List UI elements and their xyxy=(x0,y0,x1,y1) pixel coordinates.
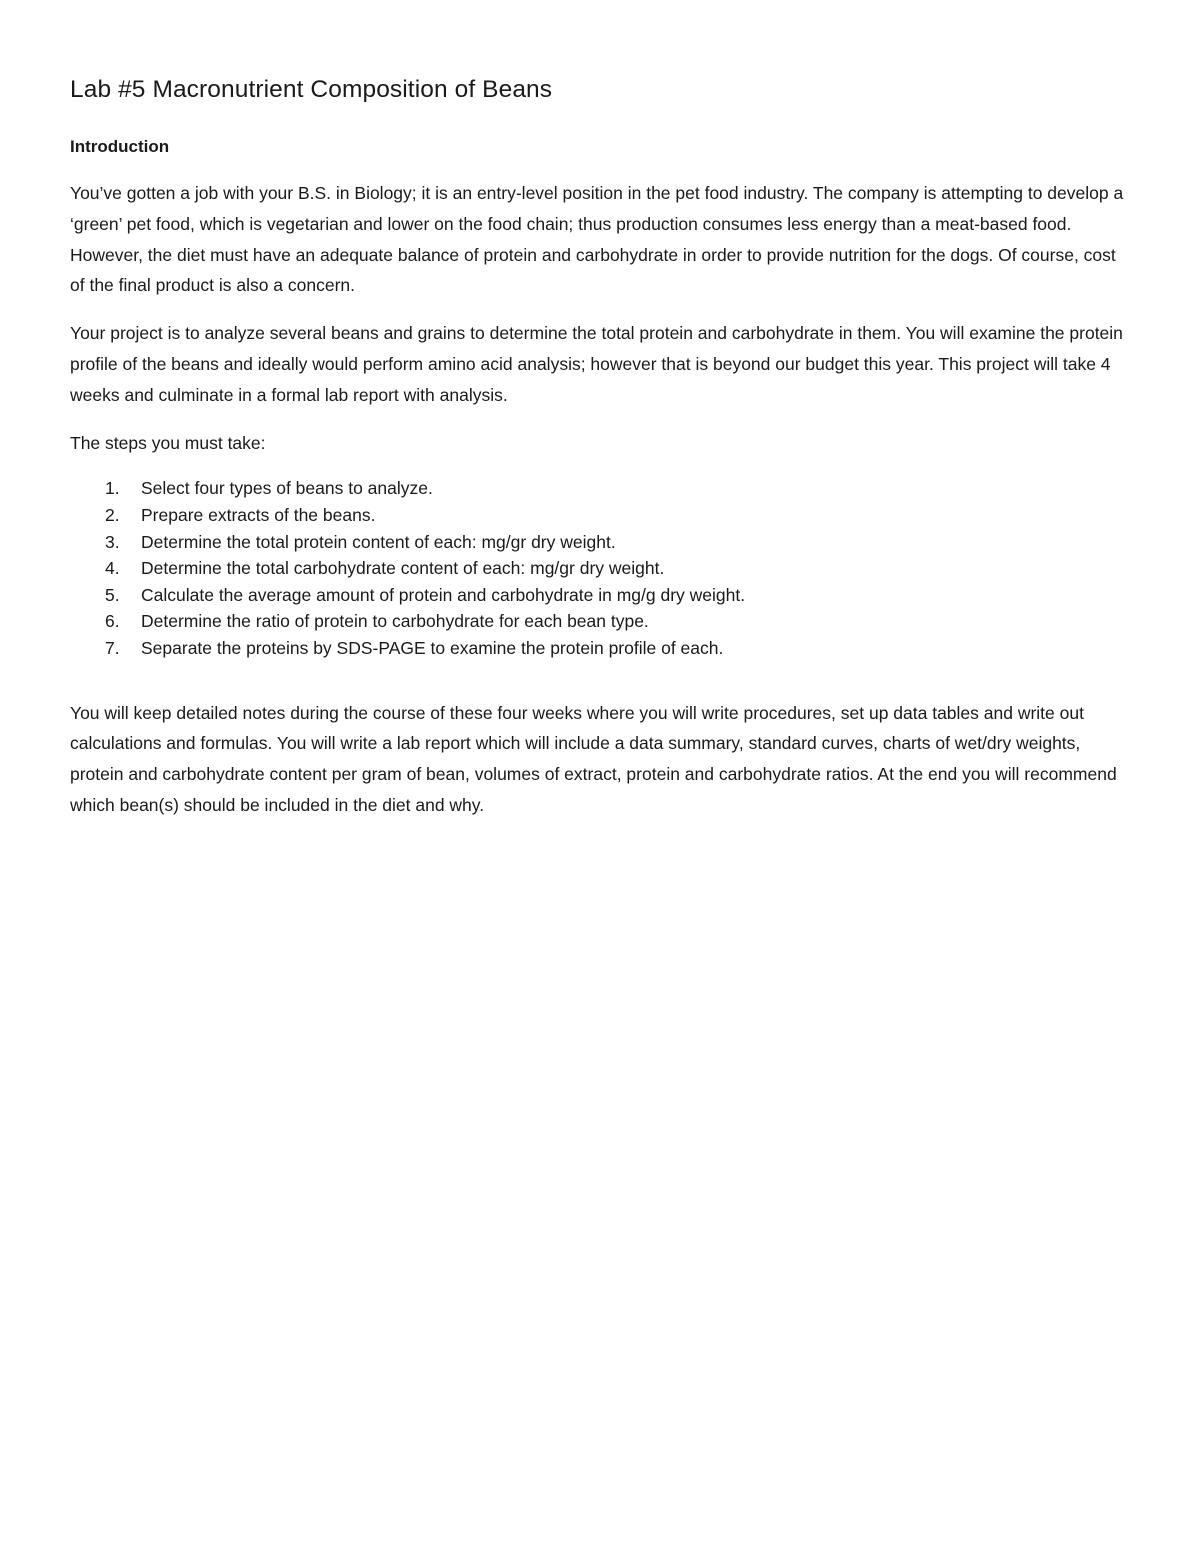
step-item xyxy=(70,475,1130,502)
step-text: Determine the total carbohydrate content of each: mg/gr dry weight. xyxy=(141,558,665,579)
step-item xyxy=(70,555,1130,582)
step-number: 6. xyxy=(105,611,120,632)
steps-intro: The steps you must take: xyxy=(70,432,266,453)
document-title: Lab #5 Macronutrient Composition of Beans xyxy=(70,76,553,103)
step-number: 4. xyxy=(105,558,120,579)
step-item xyxy=(70,502,1130,529)
step-text: Select four types of beans to analyze. xyxy=(141,478,433,499)
step-number: 3. xyxy=(105,531,120,552)
intro-paragraph-2: Your project is to analyze several beans and grains to determine the total protein and carbohydrate in them. You will examine the protein profile of the beans and ideally would perform amino acid analysis; however that is beyond our budget this year. This project will take 4 weeks and culminate in a formal lab report with analysis. xyxy=(70,323,1123,405)
section-heading-introduction: Introduction xyxy=(70,137,170,156)
step-number: 1. xyxy=(105,478,120,499)
step-number: 5. xyxy=(105,584,120,605)
step-text: Determine the ratio of protein to carbohydrate for each bean type. xyxy=(141,611,649,632)
closing-paragraph: You will keep detailed notes during the course of these four weeks where you will write procedures, set up data tables and write out calculations and formulas. You will write a lab report which will include a data summary, standard curves, charts of wet/dry weights, protein and carbohydrate content per gram of bean, volumes of extract, protein and carbohydrate ratios. At the end you will recommend which bean(s) should be included in the diet and why. xyxy=(70,702,1117,815)
step-text: Determine the total protein content of each: mg/gr dry weight. xyxy=(141,531,616,552)
intro-paragraph-1: You’ve gotten a job with your B.S. in Biology; it is an entry-level position in the pet food industry. The company is attempting to develop a ‘green’ pet food, which is vegetarian and lower on the food chain; thus production consumes less energy than a meat-based food. However, the diet must have an adequate balance of protein and carbohydrate in order to provide nutrition for the dogs. Of course, cost of the final product is also a concern. xyxy=(70,183,1124,296)
step-item xyxy=(70,608,1130,635)
step-number: 2. xyxy=(105,504,120,525)
step-text: Separate the proteins by SDS-PAGE to examine the protein profile of each. xyxy=(141,637,724,658)
step-item xyxy=(70,582,1130,609)
step-text: Calculate the average amount of protein and carbohydrate in mg/g dry weight. xyxy=(141,584,746,605)
step-text: Prepare extracts of the beans. xyxy=(141,504,376,525)
step-item xyxy=(70,635,1130,662)
step-item xyxy=(70,529,1130,556)
steps-list xyxy=(70,475,1130,661)
step-number: 7. xyxy=(105,637,120,658)
